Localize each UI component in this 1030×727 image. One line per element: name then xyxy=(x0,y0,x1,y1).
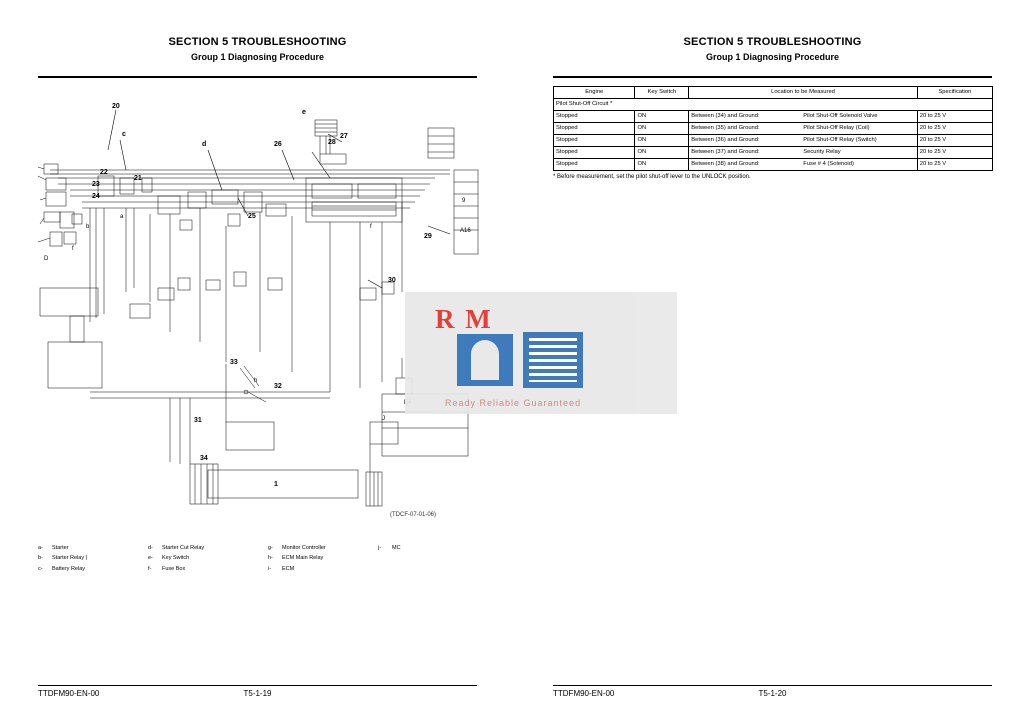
cell-location xyxy=(689,159,917,171)
legend-label: MC xyxy=(392,545,401,551)
cell-specification: 20 to 25 V xyxy=(917,147,992,159)
cell-engine: Stopped xyxy=(554,123,635,135)
legend-label: Key Switch xyxy=(162,555,190,562)
cell-engine: Stopped xyxy=(554,111,635,123)
list-item xyxy=(148,564,204,574)
list-item xyxy=(268,564,326,574)
cell-engine: Stopped xyxy=(554,135,635,147)
legend-label: Battery Relay xyxy=(52,565,86,572)
svg-text:25: 25 xyxy=(248,213,256,220)
left-page-header xyxy=(38,36,477,62)
table-row xyxy=(554,135,993,147)
svg-text:23: 23 xyxy=(92,181,100,188)
legend-key: b- xyxy=(38,555,43,562)
page-title: SECTION 5 TROUBLESHOOTING xyxy=(168,36,347,48)
cell-location-b: Security Relay xyxy=(803,148,841,155)
page-number: T5-1-20 xyxy=(758,689,787,698)
measurement-table xyxy=(553,86,993,171)
svg-text:9: 9 xyxy=(462,198,466,204)
svg-text:29: 29 xyxy=(424,233,432,240)
left-page-footer xyxy=(38,685,477,701)
table-row xyxy=(554,159,993,171)
cell-location-b: Pilot Shut-Off Relay (Coil) xyxy=(803,124,870,131)
cell-location xyxy=(689,123,917,135)
legend-label: Monitor Controller xyxy=(282,545,326,551)
svg-text:d: d xyxy=(202,141,207,148)
table-row xyxy=(554,123,993,135)
svg-text:33: 33 xyxy=(230,359,238,366)
legend-key: i- xyxy=(268,565,272,572)
cell-location-b: Pilot Shut-Off Relay (Switch) xyxy=(803,136,877,143)
svg-text:28: 28 xyxy=(328,139,336,146)
list-item xyxy=(38,543,87,553)
legend-column xyxy=(378,543,401,553)
legend-label: Starter Relay ) xyxy=(52,555,88,562)
svg-text:h: h xyxy=(254,378,258,384)
svg-text:21: 21 xyxy=(134,175,142,182)
watermark-shape-lines xyxy=(529,338,577,382)
svg-text:A16: A16 xyxy=(460,228,471,234)
list-item xyxy=(148,553,204,563)
cell-engine: Stopped xyxy=(554,147,635,159)
legend-column xyxy=(148,543,204,574)
svg-text:20: 20 xyxy=(112,103,120,110)
column-header-engine: Engine xyxy=(554,87,635,99)
cell-key-switch: ON xyxy=(635,135,689,147)
table-row xyxy=(554,147,993,159)
cell-key-switch: ON xyxy=(635,111,689,123)
svg-text:D: D xyxy=(44,256,49,262)
column-header-key-switch: Key Switch xyxy=(635,87,689,99)
svg-text:31: 31 xyxy=(194,417,202,424)
watermark-text: R M xyxy=(435,304,493,334)
svg-text:1: 1 xyxy=(274,481,278,488)
legend-key: g- xyxy=(268,545,273,551)
cell-location-a: Between (38) and Ground: xyxy=(691,160,760,167)
watermark-subtext: Ready Reliable Guaranteed xyxy=(445,398,582,408)
cell-key-switch: ON xyxy=(635,159,689,171)
svg-text:f: f xyxy=(72,246,74,252)
table-header-row xyxy=(554,87,993,99)
page-subtitle: Group 1 Diagnosing Procedure xyxy=(190,52,325,62)
document-id: TTDFM90-EN-00 xyxy=(553,689,615,698)
list-item xyxy=(268,543,326,553)
page-title: SECTION 5 TROUBLESHOOTING xyxy=(683,36,862,48)
legend-label: ECM Main Relay xyxy=(282,555,324,562)
cell-key-switch: ON xyxy=(635,147,689,159)
table-section-row xyxy=(554,99,993,111)
section-label: Pilot Shut-Off Circuit * xyxy=(554,99,993,111)
drawing-code: (TDCF-07-01-06) xyxy=(390,512,437,518)
svg-text:e: e xyxy=(302,109,306,116)
svg-text:b: b xyxy=(86,224,90,230)
page-number: T5-1-19 xyxy=(243,689,272,698)
cell-location xyxy=(689,147,917,159)
footer-rule xyxy=(553,685,992,686)
svg-text:f: f xyxy=(370,224,372,230)
legend-key: f- xyxy=(148,565,152,572)
cell-location xyxy=(689,135,917,147)
legend-label: Starter Cut Relay xyxy=(162,545,205,551)
cell-key-switch: ON xyxy=(635,123,689,135)
svg-text:32: 32 xyxy=(274,383,282,390)
document-id: TTDFM90-EN-00 xyxy=(38,689,100,698)
cell-location xyxy=(689,111,917,123)
cell-specification: 20 to 25 V xyxy=(917,159,992,171)
svg-text:27: 27 xyxy=(340,133,348,140)
legend-column xyxy=(268,543,326,574)
legend-label: ECM xyxy=(282,565,295,572)
legend-key: d- xyxy=(148,545,153,551)
cell-location-b: Pilot Shut-Off Solenoid Valve xyxy=(803,112,878,119)
footer-rule xyxy=(38,685,477,686)
column-header-specification: Specification xyxy=(917,87,992,99)
measurement-table-wrap xyxy=(553,86,993,180)
legend-label: Starter xyxy=(52,545,69,551)
svg-text:24: 24 xyxy=(92,193,100,200)
table-note: * Before measurement, set the pilot shut-off lever to the UNLOCK position. xyxy=(553,174,751,180)
svg-text:30: 30 xyxy=(388,277,396,284)
watermark-shape-book xyxy=(523,332,583,388)
header-rule xyxy=(38,76,477,78)
legend-key: c- xyxy=(38,565,43,572)
cell-specification: 20 to 25 V xyxy=(917,135,992,147)
svg-text:26: 26 xyxy=(274,141,282,148)
right-page-footer xyxy=(553,685,992,701)
list-item xyxy=(38,564,87,574)
watermark xyxy=(405,292,677,414)
legend-label: Fuse Box xyxy=(162,565,186,572)
watermark-shape-person xyxy=(457,334,513,386)
list-item xyxy=(148,543,204,553)
cell-location-a: Between (35) and Ground: xyxy=(691,124,760,131)
svg-text:34: 34 xyxy=(200,455,208,462)
cell-location-a: Between (36) and Ground: xyxy=(691,136,760,143)
cell-engine: Stopped xyxy=(554,159,635,171)
right-page-header xyxy=(553,36,992,62)
svg-text:c: c xyxy=(122,131,126,138)
page-subtitle: Group 1 Diagnosing Procedure xyxy=(705,52,840,62)
cell-location-a: Between (34) and Ground: xyxy=(691,112,760,119)
svg-text:J: J xyxy=(382,416,385,422)
header-rule xyxy=(553,76,992,78)
cell-specification: 20 to 25 V xyxy=(917,111,992,123)
table-row xyxy=(554,111,993,123)
legend-column xyxy=(38,543,87,574)
list-item xyxy=(378,543,401,553)
cell-specification: 20 to 25 V xyxy=(917,123,992,135)
list-item xyxy=(38,553,87,563)
legend-key: h- xyxy=(268,555,273,562)
svg-text:a: a xyxy=(120,214,124,220)
column-header-location: Location to be Measured xyxy=(689,87,917,99)
cell-location-b: Fuse # 4 (Solenoid) xyxy=(803,160,854,167)
cell-location-a: Between (37) and Ground: xyxy=(691,148,760,155)
legend-key: j- xyxy=(378,545,382,551)
legend-key: a- xyxy=(38,545,43,551)
legend-key: e- xyxy=(148,555,153,562)
svg-text:22: 22 xyxy=(100,169,108,176)
list-item xyxy=(268,553,326,563)
